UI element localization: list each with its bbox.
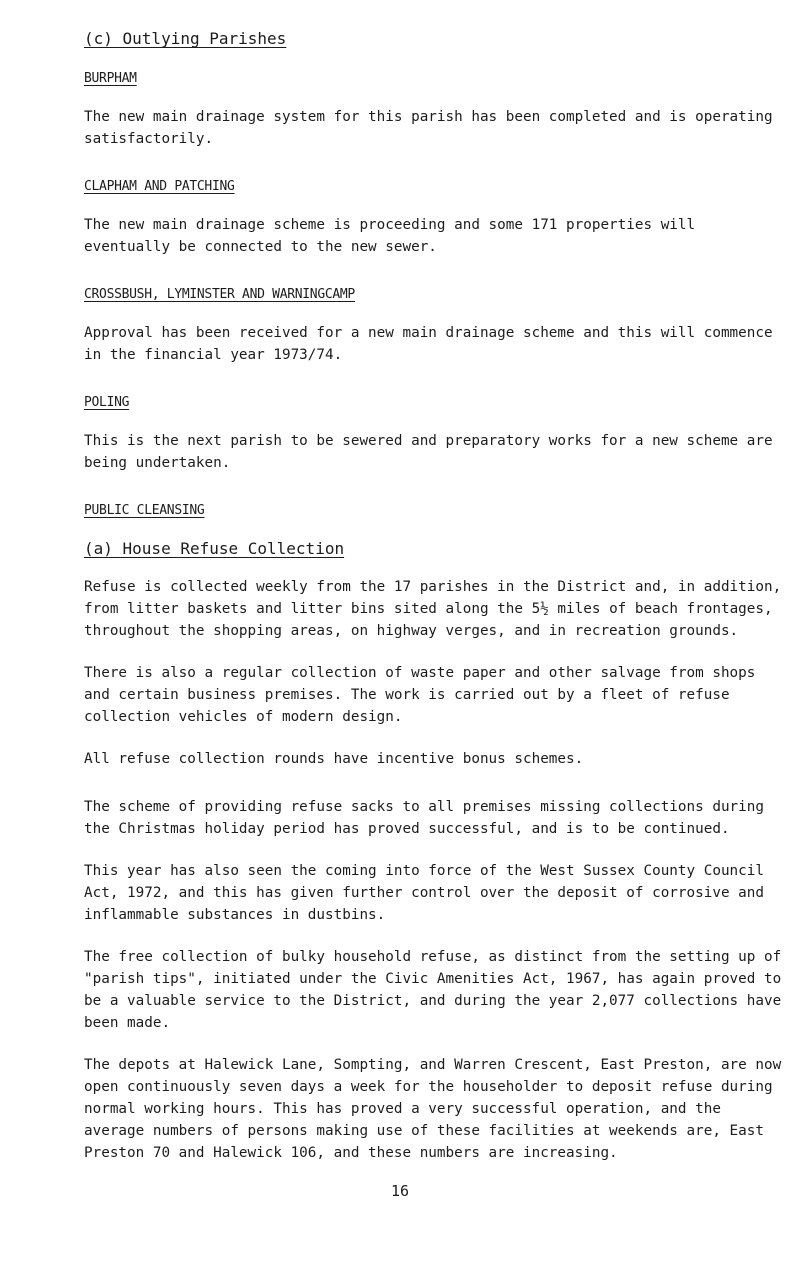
parish-heading: CROSSBUSH, LYMINSTER AND WARNINGCAMP xyxy=(84,287,355,302)
parish-text: The new main drainage system for this parish has been completed and is operating satisfactorily. xyxy=(84,109,773,147)
parish-poling xyxy=(84,392,784,474)
bulky-refuse-paragraph: The free collection of bulky household refuse, as distinct from the setting up of "parish tips", initiated under the Civic Amenities Act, 1967, has again proved to be a valuable service to the District, and during the year 2,077 collections have been made. xyxy=(84,949,782,1031)
depots-paragraph: The depots at Halewick Lane, Sompting, and Warren Crescent, East Preston, are now open continuously seven days a week for the householder to deposit refuse during normal working hours. This has proved a very successful operation, and the average numbers of persons making use of these facilities at weekends are, East Preston 70 and Halewick 106, and these numbers are increasing. xyxy=(84,1057,782,1161)
public-cleansing-heading: PUBLIC CLEANSING xyxy=(84,503,205,518)
parish-clapham-patching xyxy=(84,176,784,258)
parish-burpham xyxy=(84,68,784,150)
page-number: 16 xyxy=(390,1182,410,1200)
parish-crossbush-lyminster-warningcamp xyxy=(84,284,784,366)
salvage-paragraph: There is also a regular collection of waste paper and other salvage from shops and certain business premises. The work is carried out by a fleet of refuse collection vehicles of modern design. xyxy=(84,665,756,725)
fraction-value: 5½ xyxy=(531,601,549,617)
parish-text: The new main drainage scheme is proceeding and some 171 properties will eventually be connected to the new sewer. xyxy=(84,217,696,255)
parish-heading: BURPHAM xyxy=(84,71,137,86)
county-act-paragraph: This year has also seen the coming into force of the West Sussex County Council Act, 1972, and this has given further control over the deposit of corrosive and inflammable substances in dustbins. xyxy=(84,863,764,923)
sacks-paragraph: The scheme of providing refuse sacks to all premises missing collections during the Christmas holiday period has proved successful, and is to be continued. xyxy=(84,799,764,837)
section-title: (c) Outlying Parishes xyxy=(84,29,287,48)
house-refuse-heading: (a) House Refuse Collection xyxy=(84,539,345,558)
document-page xyxy=(84,28,784,1184)
refuse-paragraph: Refuse is collected weekly from the 17 parishes in the District and, in addition, from litter baskets and litter bins sited along the 5½ miles of beach frontages, throughout the shopping areas, on highway verges, and in recreation grounds. xyxy=(84,579,782,639)
public-cleansing-section xyxy=(84,500,784,1164)
parish-text: This is the next parish to be sewered and preparatory works for a new scheme are being undertaken. xyxy=(84,433,773,471)
parish-heading: CLAPHAM AND PATCHING xyxy=(84,179,235,194)
bonus-paragraph: All refuse collection rounds have incentive bonus schemes. xyxy=(84,751,584,767)
parish-text: Approval has been received for a new main drainage scheme and this will commence in the financial year 1973/74. xyxy=(84,325,773,363)
parish-heading: POLING xyxy=(84,395,130,410)
